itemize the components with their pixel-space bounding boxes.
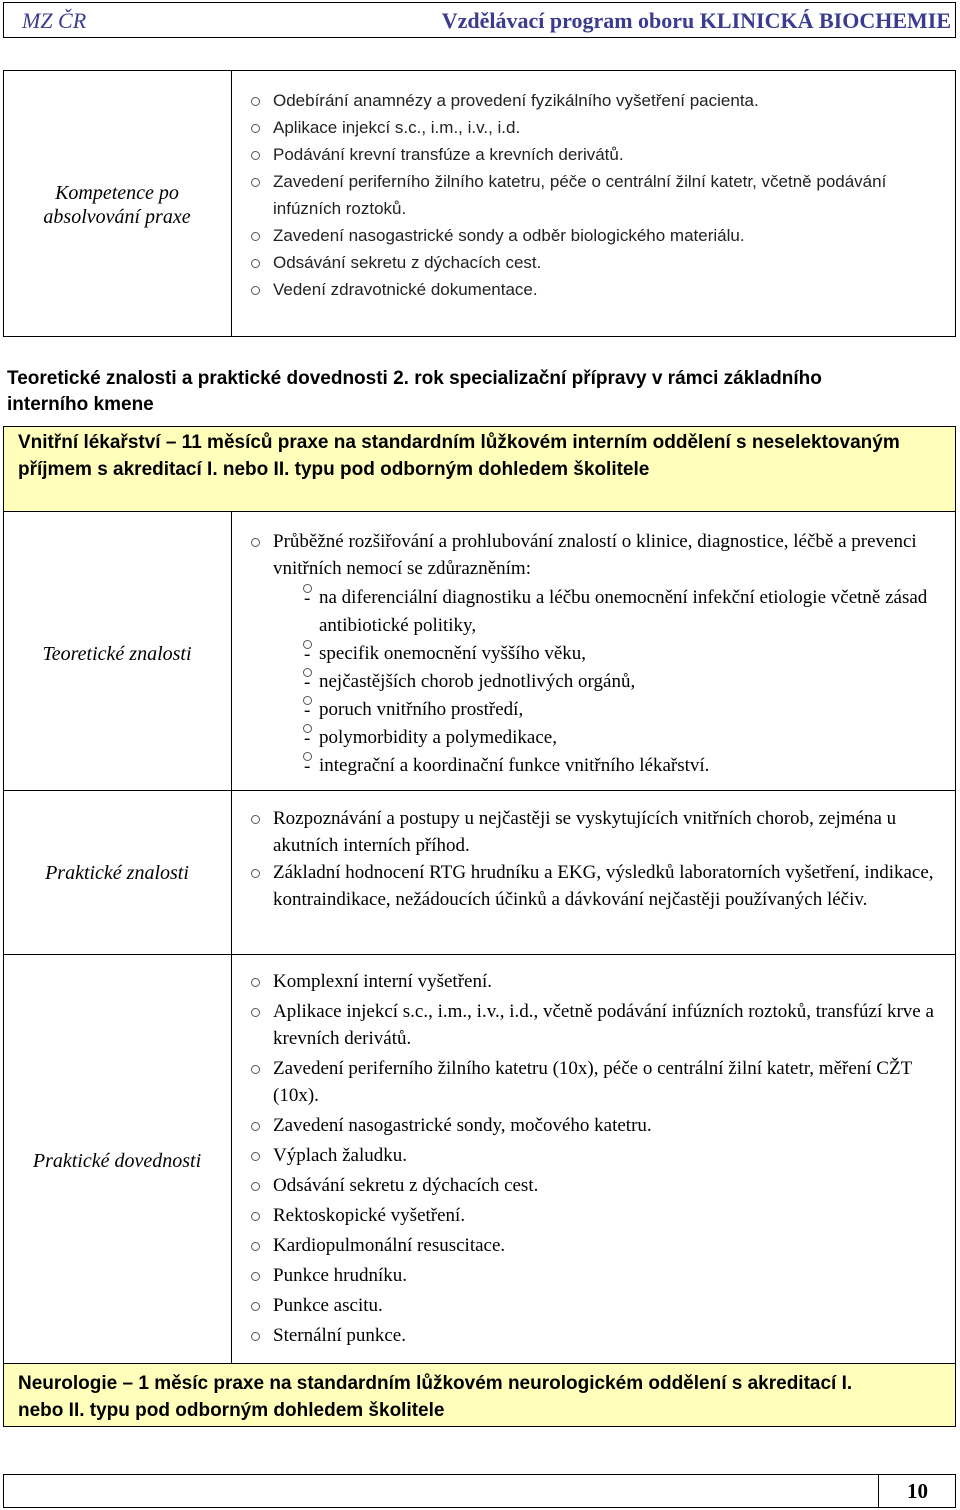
theory-intro-text: Průběžné rozšiřování a prohlubování znalostí o klinice, diagnostice, léčbě a prevenci vnitřních nemocí se zdůrazněním: — [273, 531, 917, 579]
practical-skills-label: Praktické dovednosti — [32, 1150, 202, 1172]
practical-skills-item: Zavedení periferního žilního katetru (10x), péče o centrální žilní katetr, měření CŽT (10x). — [249, 1055, 939, 1109]
competence-item: Zavedení nasogastrické sondy a odběr biologického materiálu. — [249, 222, 939, 249]
theory-subitem: - specifik onemocnění vyššího věku, — [273, 640, 939, 668]
practical-knowledge-label: Praktické znalosti — [45, 862, 189, 884]
theory-subitem: - polymorbidity a polymedikace, — [273, 724, 939, 752]
competence-item: Zavedení periferního žilního katetru, péče o centrální žilní katetr, včetně podávání infúzních roztoků. — [249, 168, 939, 222]
practical-knowledge-row — [3, 790, 956, 955]
practical-knowledge-item: Základní hodnocení RTG hrudníku a EKG, výsledků laboratorních vyšetření, indikace, kontraindikace, nežádoucích účinků a dávkování nejčastěji používaných léčiv. — [249, 859, 939, 913]
practical-skills-list — [249, 968, 939, 1349]
practical-skills-item: Rektoskopické vyšetření. — [249, 1202, 939, 1229]
theory-label: Teoretické znalosti — [42, 643, 192, 665]
competence-item: Odebírání anamnézy a provedení fyzikálního vyšetření pacienta. — [249, 87, 939, 114]
theory-subitem: - nejčastějších chorob jednotlivých orgánů, — [273, 668, 939, 696]
competence-item: Podávání krevní transfúze a krevních derivátů. — [249, 141, 939, 168]
competence-item: Odsávání sekretu z dýchacích cest. — [249, 249, 939, 276]
practical-skills-item: Zavedení nasogastrické sondy, močového katetru. — [249, 1112, 939, 1139]
practical-skills-item: Sternální punkce. — [249, 1322, 939, 1349]
practical-skills-item: Punkce hrudníku. — [249, 1262, 939, 1289]
practical-skills-item: Kardiopulmonální resuscitace. — [249, 1232, 939, 1259]
theory-intro — [249, 528, 939, 780]
competence-item: Vedení zdravotnické dokumentace. — [249, 276, 939, 303]
neurology-banner: Neurologie – 1 měsíc praxe na standardním lůžkovém neurologickém oddělení s akreditací I. nebo II. typu pod odborným dohledem školitele — [3, 1363, 956, 1427]
page-header — [3, 2, 956, 38]
practical-skills-row — [3, 954, 956, 1364]
practical-skills-item: Punkce ascitu. — [249, 1292, 939, 1319]
practical-knowledge-item: Rozpoznávání a postupy u nejčastěji se vyskytujících vnitřních chorob, zejména u akutních interních příhod. — [249, 805, 939, 859]
practical-skills-item: Komplexní interní vyšetření. — [249, 968, 939, 995]
theory-list — [249, 528, 939, 780]
header-program-title: Vzdělávací program oboru KLINICKÁ BIOCHEMIE — [441, 8, 951, 33]
section-heading: Teoretické znalosti a praktické dovednosti 2. rok specializační přípravy v rámci základního interního kmene — [7, 368, 822, 415]
theory-subitem: - na diferenciální diagnostiku a léčbu onemocnění infekční etiologie včetně zásad antibiotické politiky, — [273, 584, 939, 640]
practical-knowledge-list — [249, 805, 939, 913]
page-footer — [3, 1474, 956, 1508]
page-number: 10 — [878, 1474, 956, 1508]
competence-item: Aplikace injekcí s.c., i.m., i.v., i.d. — [249, 114, 939, 141]
header-ministry: MZ ČR — [22, 8, 87, 33]
theory-row — [3, 511, 956, 791]
competence-label: Kompetence po absolvování praxe — [43, 182, 191, 228]
internal-medicine-banner: Vnitřní lékařství – 11 měsíců praxe na standardním lůžkovém interním oddělení s neselektovaným příjmem s akreditací I. nebo II. typu pod odborným dohledem školitele — [3, 426, 956, 512]
competence-list — [249, 87, 939, 303]
competence-table — [3, 70, 956, 337]
theory-subitem: - integrační a koordinační funkce vnitřního lékařství. — [273, 752, 939, 780]
practical-skills-item: Výplach žaludku. — [249, 1142, 939, 1169]
practical-skills-item: Aplikace injekcí s.c., i.m., i.v., i.d., včetně podávání infúzních roztoků, transfúzí krve a krevních derivátů. — [249, 998, 939, 1052]
theory-sublist — [273, 584, 939, 780]
practical-skills-item: Odsávání sekretu z dýchacích cest. — [249, 1172, 939, 1199]
theory-subitem: - poruch vnitřního prostředí, — [273, 696, 939, 724]
